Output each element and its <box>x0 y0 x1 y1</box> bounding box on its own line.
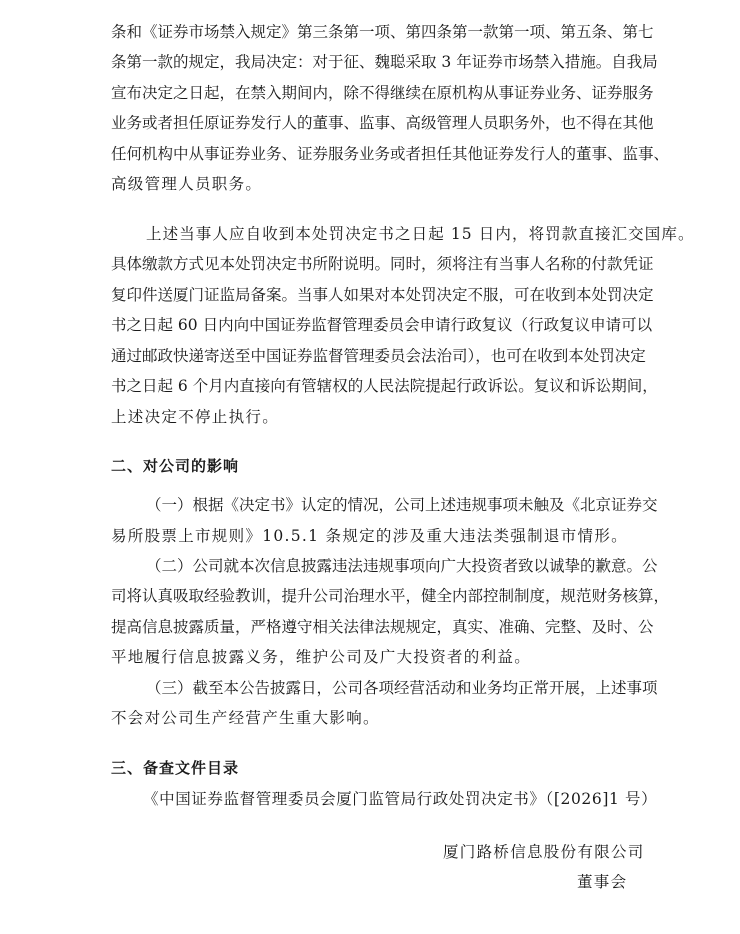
paragraph-line: 上述当事人应自收到本处罚决定书之日起 15 日内，将罚款直接汇交国库。 <box>146 225 695 243</box>
paragraph-line: 通过邮政快递寄送至中国证券监督管理委员会法治司），也可在收到本处罚决定 <box>111 347 646 365</box>
paragraph-line: 条和《证券市场禁入规定》第三条第一项、第四条第一款第一项、第五条、第七 <box>111 23 654 41</box>
paragraph-line: （二）公司就本次信息披露违法违规事项向广大投资者致以诚挚的歉意。公 <box>146 557 658 575</box>
signature-board: 董事会 <box>577 873 628 891</box>
paragraph-line: 高级管理人员职务。 <box>111 175 263 193</box>
paragraph-line: 提高信息披露质量，严格遵守相关法律法规规定，真实、准确、完整、及时、公 <box>111 618 654 636</box>
section-heading: 二、对公司的影响 <box>111 457 240 475</box>
reference-document: 《中国证券监督管理委员会厦门监管局行政处罚决定书》（[2026]1 号） <box>143 790 658 808</box>
paragraph-line: 平地履行信息披露义务，维护公司及广大投资者的利益。 <box>111 648 532 666</box>
paragraph-line: 司将认真吸取经验教训，提升公司治理水平，健全内部控制制度，规范财务核算， <box>111 587 670 605</box>
paragraph-line: 不会对公司生产经营产生重大影响。 <box>111 709 380 727</box>
paragraph-line: （一）根据《决定书》认定的情况，公司上述违规事项未触及《北京证券交 <box>146 496 658 514</box>
paragraph-line: 书之日起 6 个月内直接向有管辖权的人民法院提起行政诉讼。复议和诉讼期间， <box>111 377 658 395</box>
signature-company: 厦门路桥信息股份有限公司 <box>443 843 645 861</box>
paragraph-line: （三）截至本公告披露日，公司各项经营活动和业务均正常开展，上述事项 <box>146 679 658 697</box>
paragraph-line: 宣布决定之日起，在禁入期间内，除不得继续在原机构从事证券业务、证券服务 <box>111 84 654 102</box>
paragraph-line: 具体缴款方式见本处罚决定书所附说明。同时，须将注有当事人名称的付款凭证 <box>111 255 654 273</box>
paragraph-line: 上述决定不停止执行。 <box>111 408 280 426</box>
paragraph-line: 易所股票上市规则》10.5.1 条规定的涉及重大违法类强制退市情形。 <box>111 527 628 545</box>
paragraph-line: 业务或者担任原证券发行人的董事、监事、高级管理人员职务外，也不得在其他 <box>111 114 654 132</box>
paragraph-line: 复印件送厦门证监局备案。当事人如果对本处罚决定不服，可在收到本处罚决定 <box>111 286 654 304</box>
paragraph-line: 条第一款的规定，我局决定：对于征、魏聪采取 3 年证券市场禁入措施。自我局 <box>111 53 658 71</box>
paragraph-line: 任何机构中从事证券业务、证券服务业务或者担任其他证券发行人的董事、监事、 <box>111 145 670 163</box>
paragraph-line: 书之日起 60 日内向中国证券监督管理委员会申请行政复议（行政复议申请可以 <box>111 316 653 334</box>
section-heading: 三、备查文件目录 <box>111 759 240 777</box>
